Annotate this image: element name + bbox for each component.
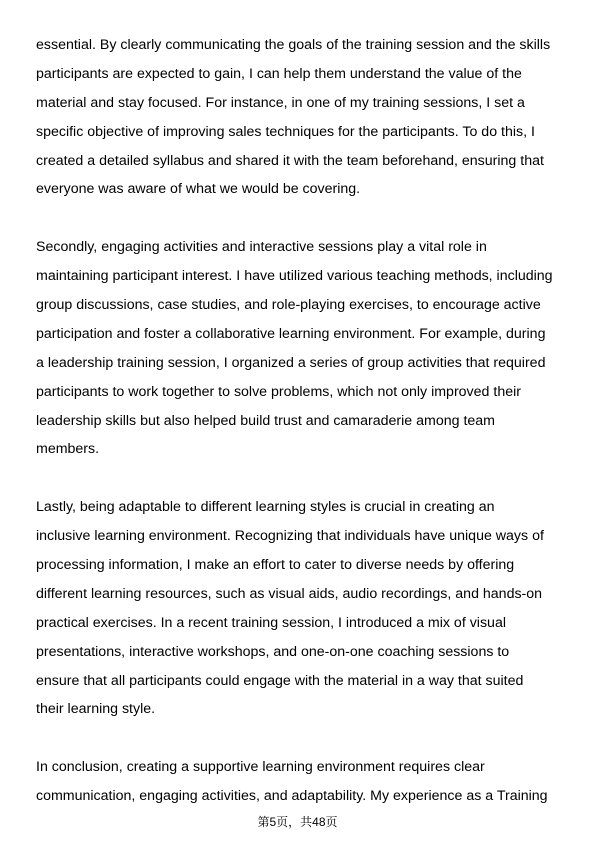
text-line: their learning style. xyxy=(36,701,156,718)
text-line: maintaining participant interest. I have utilized various teaching methods, including xyxy=(36,268,553,285)
text-line: leadership skills but also helped build trust and camaraderie among team xyxy=(36,412,495,429)
text-line: ensure that all participants could engage with the material in a way that suited xyxy=(36,672,524,689)
text-line: material and stay focused. For instance, in one of my training sessions, I set a xyxy=(36,94,525,111)
text-line: participation and foster a collaborative learning environment. For example, during xyxy=(36,325,546,342)
paragraph-spacer xyxy=(36,724,566,753)
text-line: presentations, interactive workshops, and one-on-one coaching sessions to xyxy=(36,643,510,660)
text-line: essential. By clearly communicating the goals of the training session and the skills xyxy=(36,37,551,53)
text-line: group discussions, case studies, and role-playing exercises, to encourage active xyxy=(36,297,541,314)
text-line: participants are expected to gain, I can help them understand the value of the xyxy=(36,65,522,82)
paragraph-spacer xyxy=(36,464,566,493)
text-line: created a detailed syllabus and shared it with the team beforehand, ensuring that xyxy=(36,152,544,169)
paragraph-conclusion xyxy=(36,753,566,811)
text-line: a leadership training session, I organized a series of group activities that required xyxy=(36,354,546,371)
paragraph-goals-continued xyxy=(36,31,566,204)
page-number-footer: 第5页，共48页 xyxy=(257,815,338,829)
text-line: processing information, I make an effort to cater to diverse needs by offering xyxy=(36,557,515,574)
paragraph-learning-styles xyxy=(36,493,566,724)
text-line: specific objective of improving sales techniques for the participants. To do this, I xyxy=(36,123,535,140)
text-line: members. xyxy=(36,441,100,458)
text-line: Lastly, being adaptable to different learning styles is crucial in creating an xyxy=(36,499,495,516)
text-line: Secondly, engaging activities and interactive sessions play a vital role in xyxy=(36,239,487,256)
text-line: participants to work together to solve problems, which not only improved their xyxy=(36,383,521,400)
text-line: everyone was aware of what we would be covering. xyxy=(36,181,361,198)
text-line: In conclusion, creating a supportive learning environment requires clear xyxy=(36,759,485,776)
text-line: inclusive learning environment. Recognizing that individuals have unique ways of xyxy=(36,528,544,545)
paragraph-spacer xyxy=(36,204,566,233)
paragraph-engaging-activities xyxy=(36,233,566,464)
text-line: different learning resources, such as visual aids, audio recordings, and hands-on xyxy=(36,585,543,602)
text-line: practical exercises. In a recent training session, I introduced a mix of visual xyxy=(36,614,506,631)
text-line: communication, engaging activities, and adaptability. My experience as a Training xyxy=(36,788,548,805)
page-body xyxy=(36,31,566,811)
